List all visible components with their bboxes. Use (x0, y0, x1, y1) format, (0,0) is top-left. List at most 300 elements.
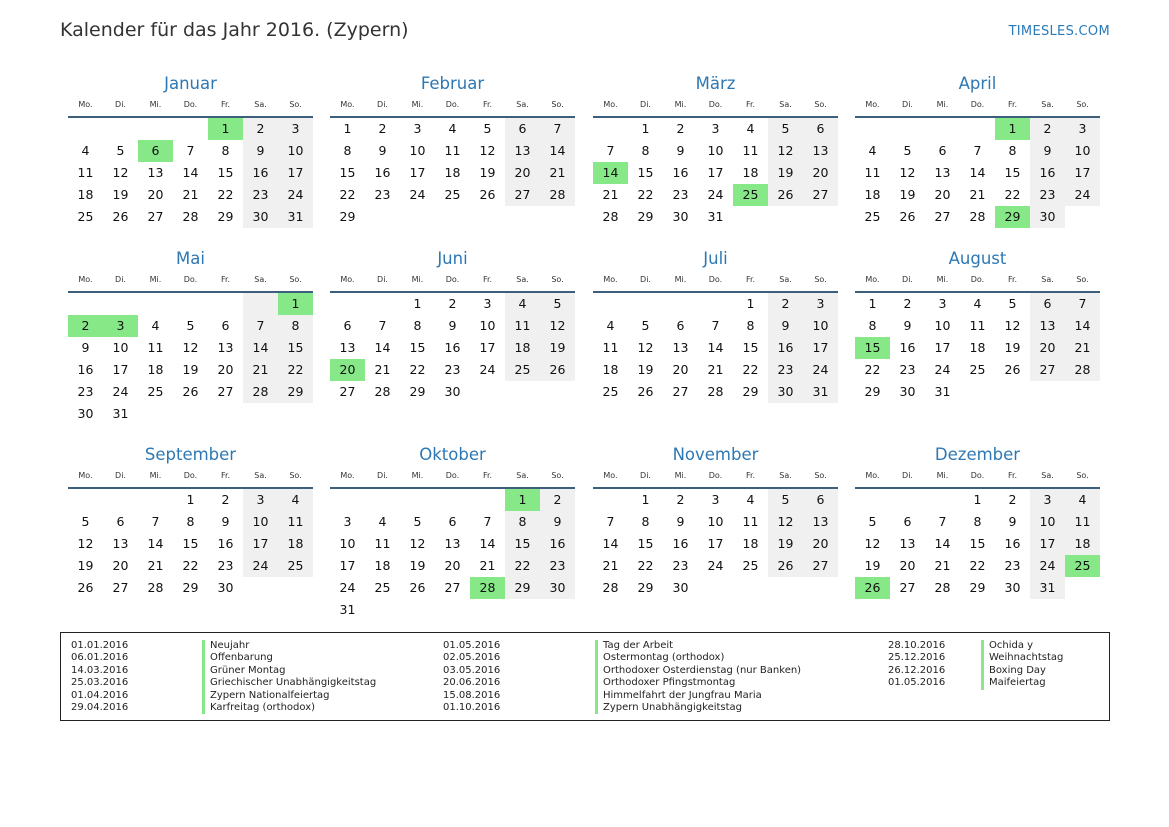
weekday-label: Sa. (254, 100, 267, 109)
day-cell: 1 (413, 296, 422, 311)
empty-cell (365, 293, 400, 315)
day-cell: 10 (1030, 511, 1065, 533)
day-cell: 26 (479, 187, 496, 202)
day-cell: 28 (182, 209, 199, 224)
empty-cell (925, 489, 960, 511)
day-cell: 12 (182, 340, 199, 355)
day-cell: 17 (479, 340, 496, 355)
weekday-label: Mo. (603, 275, 618, 284)
weekday-label: Mi. (149, 471, 162, 480)
day-cell: 19 (77, 558, 94, 573)
weekday-label: Di. (377, 471, 388, 480)
empty-cell (698, 293, 733, 315)
empty-cell (173, 118, 208, 140)
weekday-label: Sa. (779, 275, 792, 284)
legend-date: 29.04.2016 (71, 701, 129, 713)
day-cell: 19 (768, 533, 803, 555)
day-cell: 9 (540, 511, 575, 533)
day-cell: 9 (243, 140, 278, 162)
weekday-label: Mo. (865, 275, 880, 284)
day-cell: 6 (903, 514, 912, 529)
day-cell: 10 (339, 536, 356, 551)
legend-dates-col-2 (443, 640, 500, 714)
day-cell: 18 (1065, 533, 1100, 555)
day-cell: 31 (803, 381, 838, 403)
day-cell: 17 (707, 536, 724, 551)
legend-holiday-name: Zypern Unabhängigkeitstag (595, 702, 801, 714)
day-cell: 11 (147, 340, 164, 355)
day-cell: 4 (868, 143, 877, 158)
day-cell: 2 (243, 118, 278, 140)
day-cell: 23 (444, 362, 461, 377)
month-7 (593, 247, 838, 403)
day-cell: 20 (934, 187, 951, 202)
day-cell: 29 (278, 381, 313, 403)
day-cell: 14 (602, 536, 619, 551)
legend-holiday-name: Himmelfahrt der Jungfrau Maria (595, 690, 801, 702)
day-cell: 11 (602, 340, 619, 355)
day-cell: 10 (278, 140, 313, 162)
day-cell: 13 (1030, 315, 1065, 337)
day-cell: 22 (969, 558, 986, 573)
day-cell: 11 (278, 511, 313, 533)
legend-holiday-name: Boxing Day (981, 665, 1063, 677)
weekday-label: Sa. (1041, 471, 1054, 480)
day-grid (330, 489, 575, 621)
holiday-day-cell: 1 (995, 118, 1030, 140)
day-cell: 8 (343, 143, 352, 158)
day-cell: 18 (374, 558, 391, 573)
holiday-day-cell: 1 (208, 118, 243, 140)
day-cell: 3 (343, 514, 352, 529)
empty-cell (593, 293, 628, 315)
day-grid (330, 293, 575, 403)
day-cell: 27 (112, 580, 129, 595)
weekday-label: Fr. (482, 471, 493, 480)
day-cell: 10 (479, 318, 496, 333)
day-cell: 14 (479, 536, 496, 551)
weekday-label: So. (551, 100, 564, 109)
day-cell: 14 (934, 536, 951, 551)
weekday-label: So. (289, 275, 302, 284)
legend-holiday-name: Orthodoxer Osterdienstag (nur Banken) (595, 665, 801, 677)
day-cell: 21 (147, 558, 164, 573)
day-cell: 4 (278, 489, 313, 511)
day-cell: 2 (676, 121, 685, 136)
day-cell: 30 (899, 384, 916, 399)
day-grid (593, 293, 838, 403)
day-cell: 15 (217, 165, 234, 180)
month-name: Oktober (419, 445, 486, 464)
day-cell: 11 (1065, 511, 1100, 533)
day-cell: 12 (768, 140, 803, 162)
day-cell: 23 (540, 555, 575, 577)
day-cell: 3 (243, 489, 278, 511)
day-cell: 31 (339, 602, 356, 617)
month-name: Juni (437, 249, 468, 268)
day-grid (855, 118, 1100, 228)
weekday-label: So. (814, 100, 827, 109)
day-cell: 6 (505, 118, 540, 140)
day-cell: 10 (112, 340, 129, 355)
day-cell: 4 (448, 121, 457, 136)
day-cell: 3 (803, 293, 838, 315)
day-grid (593, 489, 838, 599)
weekday-label: Do. (183, 100, 198, 109)
weekday-label: Di. (115, 100, 126, 109)
day-cell: 23 (899, 362, 916, 377)
day-cell: 1 (746, 296, 755, 311)
weekday-label: Mo. (78, 100, 93, 109)
day-cell: 22 (742, 362, 759, 377)
day-cell: 15 (339, 165, 356, 180)
day-cell: 27 (217, 384, 234, 399)
empty-cell (855, 118, 890, 140)
day-cell: 6 (221, 318, 230, 333)
day-cell: 6 (116, 514, 125, 529)
weekday-header (593, 271, 838, 293)
day-cell: 24 (1030, 555, 1065, 577)
day-cell: 16 (243, 162, 278, 184)
weekday-label: Do. (970, 471, 985, 480)
day-cell: 12 (1004, 318, 1021, 333)
weekday-label: Mo. (340, 471, 355, 480)
day-cell: 20 (672, 362, 689, 377)
weekday-header (593, 96, 838, 118)
day-cell: 21 (374, 362, 391, 377)
day-cell: 4 (81, 143, 90, 158)
day-cell: 19 (409, 558, 426, 573)
day-cell: 27 (444, 580, 461, 595)
month-name: September (144, 445, 237, 464)
day-cell: 3 (413, 121, 422, 136)
day-cell: 22 (1004, 187, 1021, 202)
day-cell: 3 (1065, 118, 1100, 140)
day-cell: 21 (243, 359, 278, 381)
page-title: Kalender für das Jahr 2016. (Zypern) (60, 19, 409, 41)
day-cell: 26 (768, 555, 803, 577)
day-cell: 10 (1065, 140, 1100, 162)
day-cell: 18 (278, 533, 313, 555)
weekday-label: Do. (970, 100, 985, 109)
legend-date: 01.10.2016 (443, 701, 501, 713)
month-6 (330, 247, 575, 403)
weekday-label: Di. (115, 471, 126, 480)
day-cell: 8 (973, 514, 982, 529)
legend-dates-col-1 (71, 640, 128, 714)
day-cell: 25 (969, 362, 986, 377)
weekday-label: Sa. (1041, 275, 1054, 284)
empty-cell (138, 118, 173, 140)
weekday-label: So. (551, 471, 564, 480)
weekday-label: Di. (640, 471, 651, 480)
day-cell: 24 (803, 359, 838, 381)
day-cell: 9 (903, 318, 912, 333)
weekday-label: Mo. (603, 100, 618, 109)
day-cell: 2 (903, 296, 912, 311)
day-cell: 7 (243, 315, 278, 337)
day-cell: 14 (374, 340, 391, 355)
day-cell: 29 (409, 384, 426, 399)
day-cell: 21 (934, 558, 951, 573)
day-cell: 5 (768, 118, 803, 140)
day-cell: 15 (278, 337, 313, 359)
day-cell: 30 (540, 577, 575, 599)
weekday-label: Mi. (936, 275, 949, 284)
day-cell: 26 (409, 580, 426, 595)
day-cell: 2 (540, 489, 575, 511)
day-cell: 5 (540, 293, 575, 315)
day-cell: 12 (637, 340, 654, 355)
day-cell: 10 (409, 143, 426, 158)
day-cell: 16 (672, 165, 689, 180)
weekday-label: So. (289, 471, 302, 480)
day-cell: 20 (899, 558, 916, 573)
day-cell: 24 (112, 384, 129, 399)
day-cell: 8 (868, 318, 877, 333)
legend-date: 01.04.2016 (71, 689, 129, 701)
weekday-label: Mi. (674, 275, 687, 284)
empty-cell (208, 293, 243, 315)
day-cell: 16 (444, 340, 461, 355)
legend-date: 25.12.2016 (888, 652, 946, 664)
day-cell: 12 (112, 165, 129, 180)
weekday-label: Do. (708, 275, 723, 284)
day-cell: 5 (186, 318, 195, 333)
day-cell: 13 (444, 536, 461, 551)
weekday-label: Sa. (779, 471, 792, 480)
weekday-label: So. (551, 275, 564, 284)
day-cell: 5 (641, 318, 650, 333)
legend-date: 01.01.2016 (71, 640, 129, 651)
day-cell: 12 (77, 536, 94, 551)
day-cell: 17 (243, 533, 278, 555)
weekday-label: So. (814, 471, 827, 480)
weekday-label: Mi. (149, 275, 162, 284)
weekday-label: Mi. (411, 100, 424, 109)
weekday-label: Do. (183, 471, 198, 480)
weekday-label: Fr. (745, 275, 756, 284)
day-cell: 19 (112, 187, 129, 202)
weekday-header (330, 467, 575, 489)
legend-date: 06.01.2016 (71, 652, 129, 664)
day-cell: 9 (81, 340, 90, 355)
day-cell: 3 (938, 296, 947, 311)
day-cell: 3 (278, 118, 313, 140)
day-cell: 23 (243, 184, 278, 206)
holiday-day-cell: 3 (103, 315, 138, 337)
weekday-label: Sa. (1041, 100, 1054, 109)
day-cell: 8 (641, 143, 650, 158)
day-cell: 15 (1004, 165, 1021, 180)
day-cell: 6 (676, 318, 685, 333)
day-cell: 8 (505, 511, 540, 533)
empty-cell (173, 293, 208, 315)
day-cell: 12 (899, 165, 916, 180)
holiday-day-cell: 29 (995, 206, 1030, 228)
day-cell: 8 (278, 315, 313, 337)
day-cell: 7 (186, 143, 195, 158)
empty-cell (330, 489, 365, 511)
day-cell: 19 (479, 165, 496, 180)
day-cell: 30 (444, 384, 461, 399)
day-cell: 29 (339, 209, 356, 224)
day-cell: 22 (637, 187, 654, 202)
empty-cell (593, 118, 628, 140)
day-cell: 27 (899, 580, 916, 595)
month-8 (855, 247, 1100, 403)
day-cell: 4 (746, 121, 755, 136)
day-cell: 16 (540, 533, 575, 555)
day-cell: 25 (864, 209, 881, 224)
day-cell: 21 (602, 187, 619, 202)
day-cell: 23 (217, 558, 234, 573)
legend-date: 01.05.2016 (443, 640, 501, 651)
day-cell: 25 (77, 209, 94, 224)
day-cell: 9 (768, 315, 803, 337)
day-cell: 2 (676, 492, 685, 507)
day-cell: 18 (444, 165, 461, 180)
holiday-day-cell: 6 (138, 140, 173, 162)
day-cell: 16 (1004, 536, 1021, 551)
legend-holiday-name: Griechischer Unabhängigkeitstag (202, 677, 376, 689)
day-cell: 9 (676, 143, 685, 158)
day-cell: 28 (707, 384, 724, 399)
empty-cell (103, 118, 138, 140)
day-cell: 21 (969, 187, 986, 202)
holiday-day-cell: 28 (470, 577, 505, 599)
day-cell: 12 (864, 536, 881, 551)
empty-cell (470, 489, 505, 511)
day-cell: 1 (868, 296, 877, 311)
legend-holiday-name: Karfreitag (orthodox) (202, 702, 376, 714)
legend-date: 20.06.2016 (443, 677, 501, 689)
day-cell: 27 (339, 384, 356, 399)
weekday-header (855, 467, 1100, 489)
day-cell: 1 (973, 492, 982, 507)
day-cell: 26 (540, 359, 575, 381)
weekday-label: So. (814, 275, 827, 284)
day-cell: 22 (339, 187, 356, 202)
day-cell: 13 (217, 340, 234, 355)
day-cell: 21 (602, 558, 619, 573)
day-cell: 19 (864, 558, 881, 573)
day-cell: 4 (151, 318, 160, 333)
weekday-label: Mo. (340, 275, 355, 284)
day-cell: 26 (1004, 362, 1021, 377)
day-cell: 19 (637, 362, 654, 377)
day-cell: 12 (479, 143, 496, 158)
day-cell: 13 (147, 165, 164, 180)
weekday-header (68, 271, 313, 293)
day-cell: 6 (1030, 293, 1065, 315)
day-cell: 25 (602, 384, 619, 399)
day-cell: 15 (637, 165, 654, 180)
day-cell: 11 (444, 143, 461, 158)
day-cell: 8 (746, 318, 755, 333)
empty-cell (435, 489, 470, 511)
legend-holiday-name: Ostermontag (orthodox) (595, 652, 801, 664)
day-cell: 26 (768, 184, 803, 206)
day-cell: 17 (409, 165, 426, 180)
day-cell: 18 (602, 362, 619, 377)
day-cell: 29 (969, 580, 986, 595)
weekday-label: Sa. (516, 275, 529, 284)
day-cell: 24 (707, 187, 724, 202)
empty-cell (68, 118, 103, 140)
day-cell: 22 (278, 359, 313, 381)
day-cell: 30 (672, 209, 689, 224)
empty-cell (68, 489, 103, 511)
day-cell: 13 (505, 140, 540, 162)
day-cell: 28 (969, 209, 986, 224)
legend-holiday-name: Grüner Montag (202, 665, 376, 677)
day-cell: 20 (505, 162, 540, 184)
day-cell: 30 (217, 580, 234, 595)
weekday-header (68, 96, 313, 118)
weekday-header (330, 271, 575, 293)
weekday-label: Mo. (865, 100, 880, 109)
day-cell: 16 (672, 536, 689, 551)
weekday-label: Mi. (674, 471, 687, 480)
weekday-label: Fr. (1007, 471, 1018, 480)
day-cell: 26 (77, 580, 94, 595)
legend-date: 26.12.2016 (888, 664, 946, 676)
weekday-label: Fr. (482, 100, 493, 109)
day-cell: 1 (343, 121, 352, 136)
day-cell: 7 (483, 514, 492, 529)
legend-holiday-name: Zypern Nationalfeiertag (202, 690, 376, 702)
day-cell: 7 (151, 514, 160, 529)
legend-holiday-name: Neujahr (202, 640, 376, 652)
empty-cell (103, 489, 138, 511)
day-cell: 2 (221, 492, 230, 507)
day-cell: 8 (641, 514, 650, 529)
month-10 (330, 443, 575, 621)
day-cell: 14 (147, 536, 164, 551)
legend-holiday-name: Maifeiertag (981, 677, 1063, 689)
legend-date: 25.03.2016 (71, 677, 129, 689)
holiday-day-cell: 1 (505, 489, 540, 511)
weekday-label: Fr. (220, 275, 231, 284)
day-cell: 7 (973, 143, 982, 158)
weekday-label: Fr. (1007, 275, 1018, 284)
day-cell: 27 (147, 209, 164, 224)
month-4 (855, 72, 1100, 228)
day-cell: 19 (182, 362, 199, 377)
empty-cell (593, 489, 628, 511)
month-name: Mai (176, 249, 205, 268)
weekday-label: Do. (708, 100, 723, 109)
day-cell: 29 (637, 580, 654, 595)
month-5 (68, 247, 313, 425)
day-cell: 5 (1008, 296, 1017, 311)
day-cell: 13 (112, 536, 129, 551)
day-cell: 20 (444, 558, 461, 573)
day-cell: 14 (182, 165, 199, 180)
day-cell: 4 (378, 514, 387, 529)
day-cell: 9 (221, 514, 230, 529)
weekday-label: Fr. (220, 100, 231, 109)
day-cell: 27 (1030, 359, 1065, 381)
brand-link[interactable]: TIMESLES.COM (1008, 24, 1110, 39)
holiday-day-cell: 20 (330, 359, 365, 381)
day-cell: 22 (217, 187, 234, 202)
day-cell: 30 (1004, 580, 1021, 595)
day-cell: 27 (803, 184, 838, 206)
weekday-label: Mo. (340, 100, 355, 109)
day-cell: 31 (934, 384, 951, 399)
